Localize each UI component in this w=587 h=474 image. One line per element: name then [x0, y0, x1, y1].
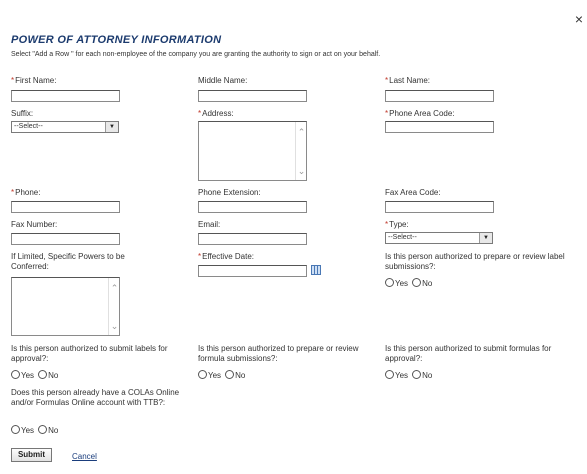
- first-name-label: *First Name:: [11, 76, 57, 85]
- chevron-down-icon: ▼: [479, 233, 492, 243]
- last-name-input[interactable]: [385, 90, 494, 102]
- formula-approval-radio-group: [385, 370, 436, 381]
- formula-prepare-question: Is this person authorized to prepare or review formula submissions?:: [198, 344, 359, 363]
- radio-no[interactable]: [412, 278, 421, 287]
- label-approval-radio-group: [11, 370, 62, 381]
- fax-number-label: Fax Number:: [11, 220, 58, 229]
- radio-no[interactable]: [225, 370, 234, 379]
- dialog-title: POWER OF ATTORNEY INFORMATION: [11, 34, 222, 46]
- label-approval-question: Is this person authorized to submit labels for approval?:: [11, 344, 168, 363]
- formula-approval-question: Is this person authorized to submit formulas for approval?:: [385, 344, 552, 363]
- middle-name-input[interactable]: [198, 90, 307, 102]
- radio-yes[interactable]: [385, 278, 394, 287]
- formula-prepare-radio-group: [198, 370, 249, 381]
- submit-button[interactable]: Submit: [11, 448, 52, 462]
- phone-area-code-input[interactable]: [385, 121, 494, 133]
- label-approval-yes[interactable]: Yes: [11, 371, 34, 380]
- radio-no[interactable]: [38, 370, 47, 379]
- required-marker: *: [385, 109, 389, 118]
- colas-account-radio-group: [11, 425, 62, 436]
- fax-number-input[interactable]: [11, 233, 120, 245]
- address-scrollbar[interactable]: [295, 122, 306, 180]
- radio-no[interactable]: [412, 370, 421, 379]
- scroll-up-icon[interactable]: ⌃: [297, 127, 306, 137]
- phone-label: *Phone:: [11, 188, 41, 197]
- suffix-select[interactable]: [11, 121, 119, 133]
- address-textarea[interactable]: [198, 121, 307, 181]
- label-prepare-radio-group: [385, 278, 436, 289]
- label-prepare-question: Is this person authorized to prepare or review label submissions?:: [385, 252, 565, 271]
- formula-prepare-no[interactable]: No: [225, 371, 245, 380]
- radio-yes[interactable]: [11, 370, 20, 379]
- email-input[interactable]: [198, 233, 307, 245]
- dialog-subtitle: Select "Add a Row " for each non-employee of the company you are granting the authority to sign or act on your behalf.: [11, 51, 381, 58]
- colas-account-no[interactable]: No: [38, 426, 58, 435]
- fax-area-code-label: Fax Area Code:: [385, 188, 441, 197]
- type-selected-value: --Select--: [388, 234, 417, 241]
- scroll-down-icon[interactable]: ⌄: [110, 321, 119, 331]
- scroll-up-icon[interactable]: ⌃: [110, 283, 119, 293]
- required-marker: *: [11, 188, 15, 197]
- phone-extension-input[interactable]: [198, 201, 307, 213]
- calendar-icon[interactable]: [311, 265, 321, 275]
- address-label: *Address:: [198, 109, 234, 118]
- chevron-down-icon: ▼: [105, 122, 118, 132]
- limited-powers-textarea[interactable]: [11, 277, 120, 336]
- type-select[interactable]: [385, 232, 493, 244]
- radio-no[interactable]: [38, 425, 47, 434]
- phone-extension-label: Phone Extension:: [198, 188, 261, 197]
- cancel-link[interactable]: Cancel: [72, 452, 97, 461]
- label-prepare-yes[interactable]: Yes: [385, 279, 408, 288]
- required-marker: *: [385, 220, 389, 229]
- colas-account-question: Does this person already have a COLAs Online and/or Formulas Online account with TTB?:: [11, 388, 180, 407]
- phone-input[interactable]: [11, 201, 120, 213]
- label-prepare-no[interactable]: No: [412, 279, 432, 288]
- radio-yes[interactable]: [385, 370, 394, 379]
- scroll-down-icon[interactable]: ⌄: [297, 166, 306, 176]
- colas-account-yes[interactable]: Yes: [11, 426, 34, 435]
- effective-date-input[interactable]: [198, 265, 307, 277]
- close-icon[interactable]: ×: [574, 11, 583, 27]
- suffix-selected-value: --Select--: [14, 123, 43, 130]
- formula-approval-yes[interactable]: Yes: [385, 371, 408, 380]
- required-marker: *: [385, 76, 389, 85]
- suffix-label: Suffix:: [11, 109, 34, 118]
- type-label: *Type:: [385, 220, 409, 229]
- formula-prepare-yes[interactable]: Yes: [198, 371, 221, 380]
- email-label: Email:: [198, 220, 221, 229]
- limited-powers-scrollbar[interactable]: [108, 278, 119, 335]
- formula-approval-no[interactable]: No: [412, 371, 432, 380]
- last-name-label: *Last Name:: [385, 76, 431, 85]
- required-marker: *: [198, 252, 202, 261]
- effective-date-label: *Effective Date:: [198, 252, 255, 261]
- required-marker: *: [198, 109, 202, 118]
- phone-area-code-label: *Phone Area Code:: [385, 109, 455, 118]
- limited-powers-label: If Limited, Specific Powers to be Conferred:: [11, 252, 125, 271]
- label-approval-no[interactable]: No: [38, 371, 58, 380]
- radio-yes[interactable]: [11, 425, 20, 434]
- first-name-input[interactable]: [11, 90, 120, 102]
- radio-yes[interactable]: [198, 370, 207, 379]
- required-marker: *: [11, 76, 15, 85]
- middle-name-label: Middle Name:: [198, 76, 248, 85]
- fax-area-code-input[interactable]: [385, 201, 494, 213]
